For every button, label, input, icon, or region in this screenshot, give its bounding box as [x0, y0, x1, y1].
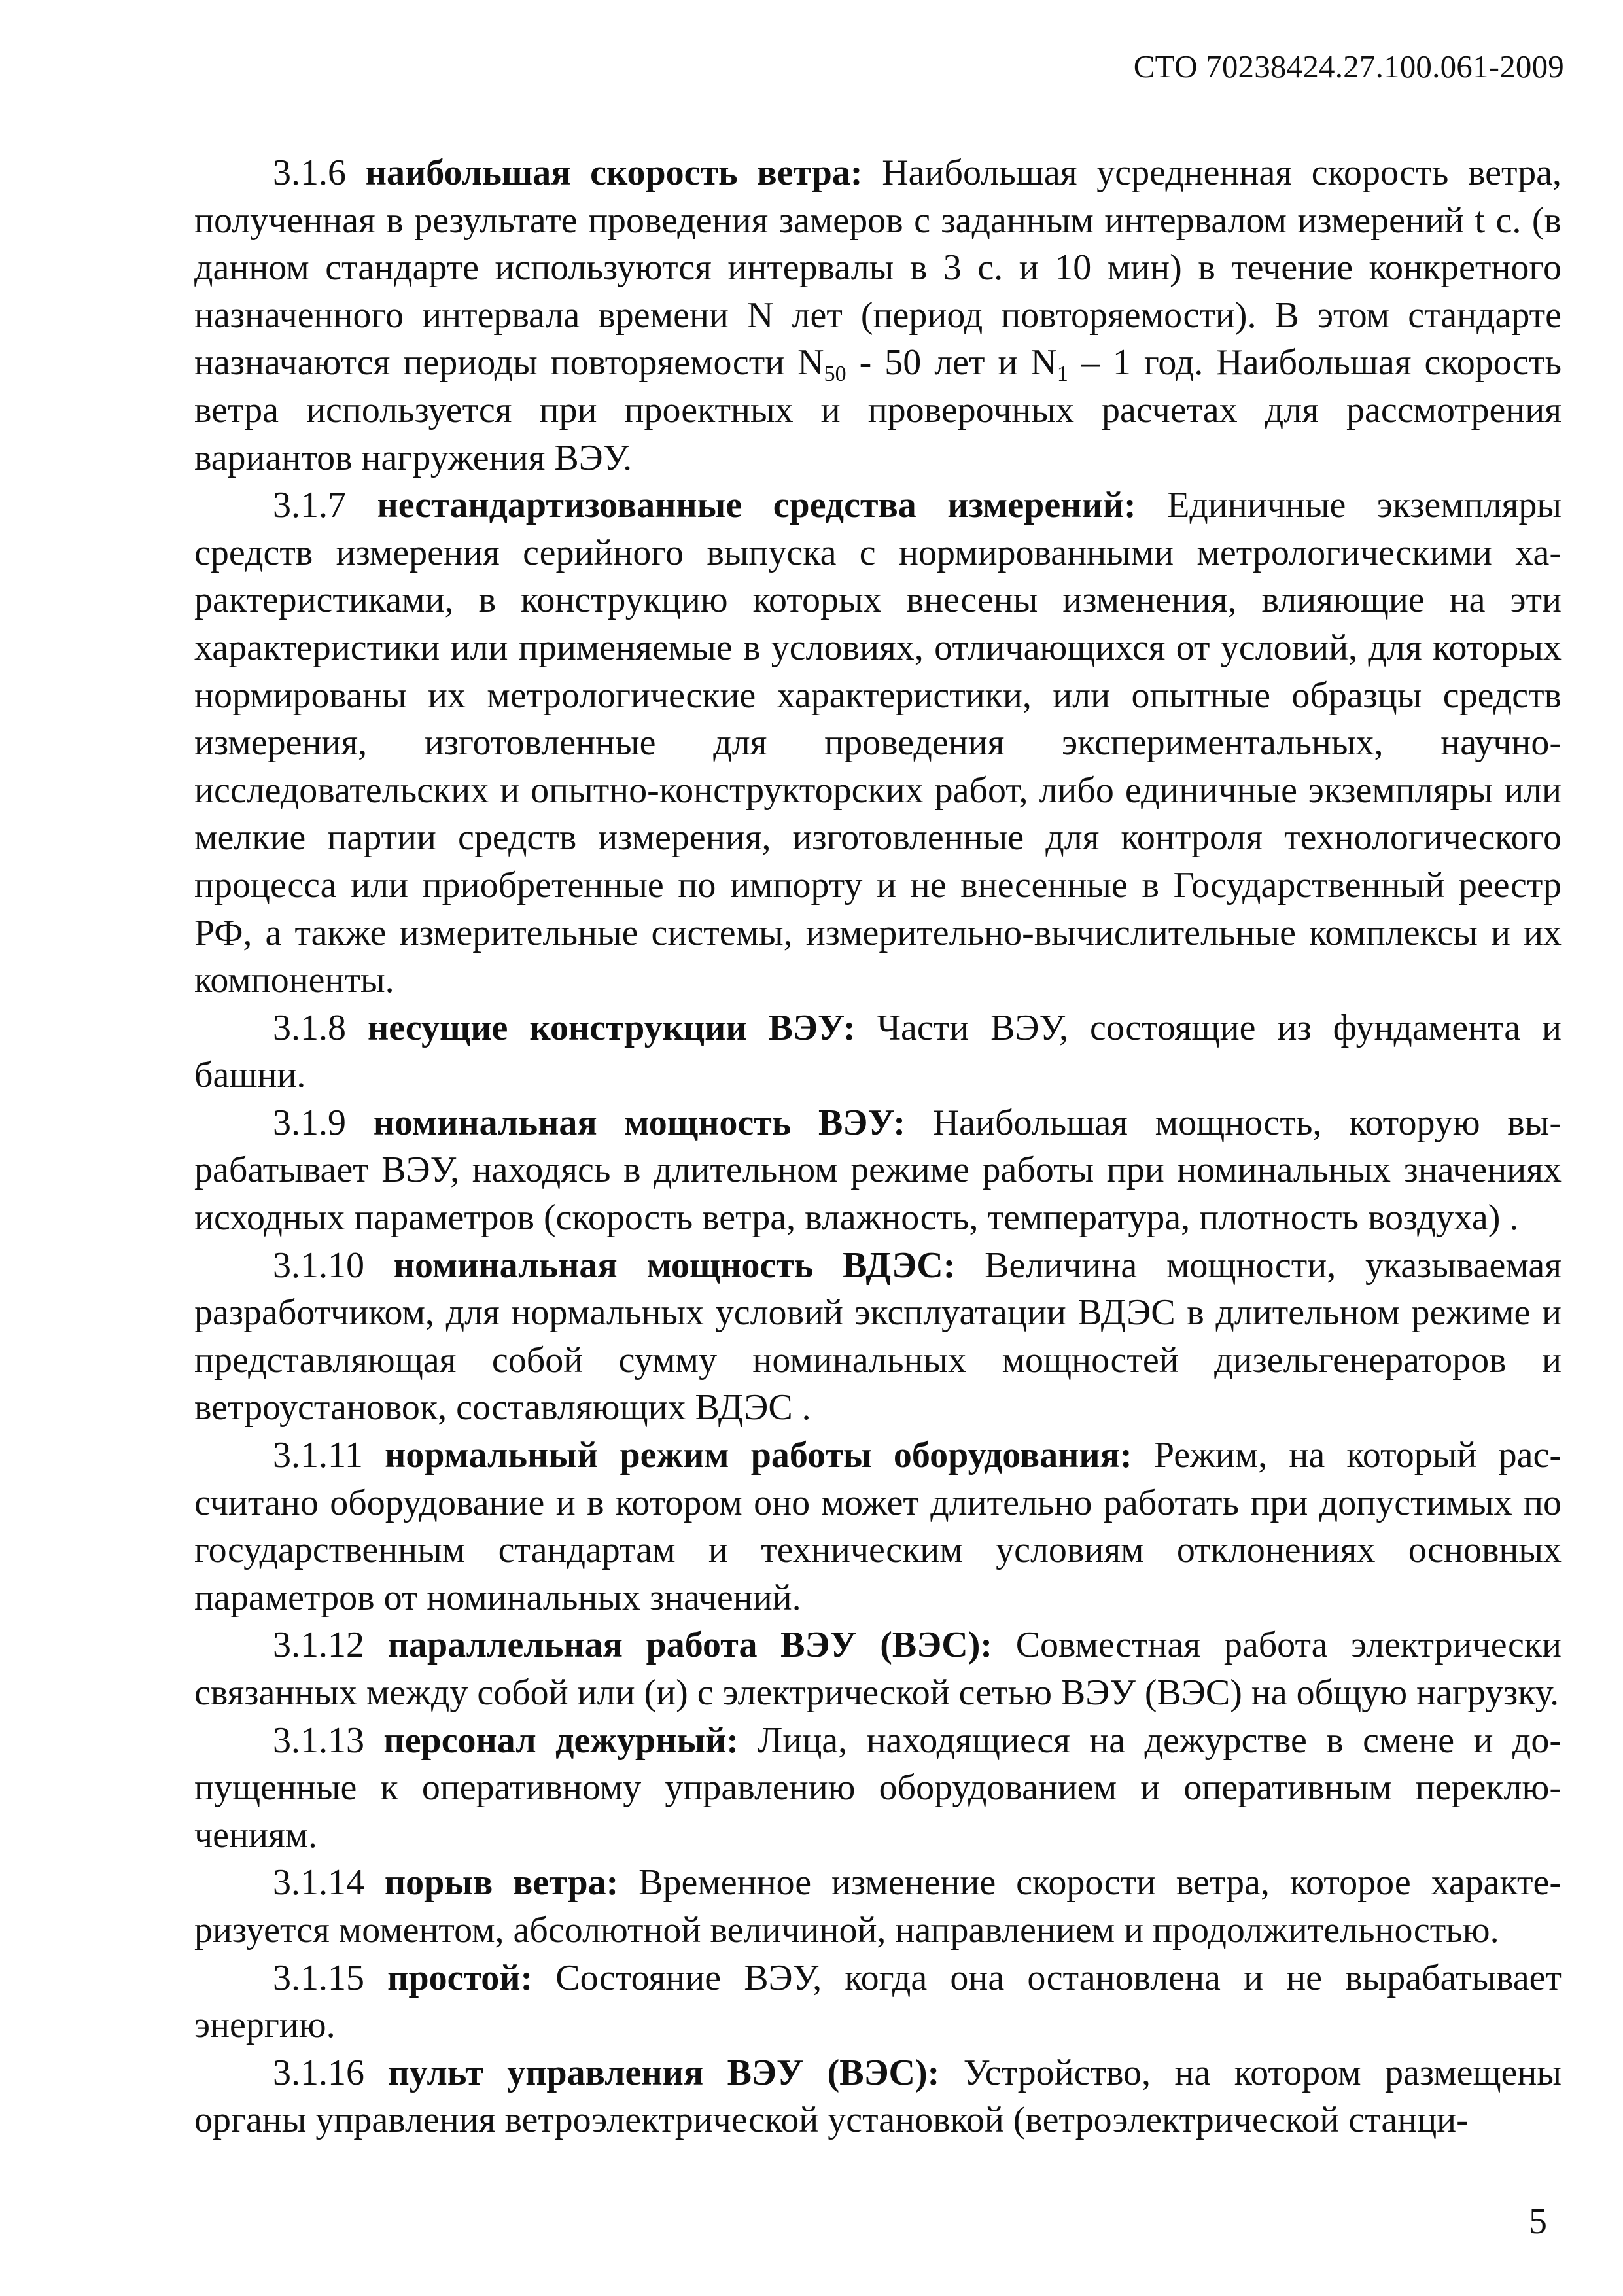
defined-term: нестандартизованные средства измерений:: [377, 485, 1136, 526]
definition-text: Лица, находящиеся на дежурстве в смене и допущенные к оперативному управлению оборудованием и оперативным переключениям.: [194, 1720, 1562, 1856]
defined-term: несущие конструкции ВЭУ:: [368, 1007, 856, 1048]
definition-text: Временное изменение скорости ветра, которое характеризуется моментом, абсолютной величиной, направлением и продолжительностью.: [194, 1862, 1562, 1951]
defined-term: наибольшая скорость ветра:: [365, 152, 863, 193]
definition-3-1-14: [194, 1859, 1562, 1954]
document-code-header: СТО 70238424.27.100.061-2009: [1133, 48, 1564, 84]
defined-term: параллельная работа ВЭУ (ВЭС):: [387, 1625, 992, 1666]
defined-term: персонал дежурный:: [383, 1720, 739, 1761]
defined-term: номинальная мощность ВДЭС:: [393, 1245, 956, 1286]
definition-3-1-6: [194, 149, 1562, 482]
defined-term: пульт управления ВЭУ (ВЭС):: [388, 2052, 940, 2093]
subscript: 50: [824, 362, 846, 387]
clause-number: 3.1.10: [273, 1245, 364, 1286]
defined-term: простой:: [387, 1957, 533, 1998]
definition-text: - 50 лет и N: [846, 342, 1057, 383]
definition-3-1-16: [194, 2049, 1562, 2144]
definition-text: Состояние ВЭУ, когда она остановлена и не вырабатывает энергию.: [194, 1957, 1562, 2046]
definition-3-1-8: [194, 1004, 1562, 1099]
definition-3-1-9: [194, 1099, 1562, 1242]
document-body: [194, 149, 1562, 2144]
clause-number: 3.1.14: [273, 1862, 364, 1903]
clause-number: 3.1.12: [273, 1625, 364, 1666]
definition-3-1-11: [194, 1432, 1562, 1621]
definition-3-1-7: [194, 482, 1562, 1004]
definition-text: Части ВЭУ, состоящие из фундамента и башни.: [194, 1007, 1562, 1096]
definition-3-1-15: [194, 1954, 1562, 2049]
clause-number: 3.1.7: [273, 485, 346, 526]
clause-number: 3.1.11: [273, 1435, 363, 1476]
clause-number: 3.1.15: [273, 1957, 364, 1998]
page-number: 5: [1529, 2201, 1547, 2242]
clause-number: 3.1.8: [273, 1007, 346, 1048]
definition-3-1-12: [194, 1621, 1562, 1716]
definition-text: Единичные экземпляры средств измерения серийного выпуска с нормированными метрологическими характеристиками, в конструкцию которых внесены изменения, влияющие на эти характеристики или применяемые в условиях, отличающихся от условий, для которых нормированы их метрологические характеристики, или опытные образцы средств измерения, изготовленные для проведения экспериментальных, научноисследовательских и опытно-конструкторских работ, либо единичные экземпляры или мелкие партии средств измерения, изготовленные для контроля технологического процесса или приобретенные по импорту и не внесенные в Государственный реестр РФ, а также измерительные системы, измерительно-вычислительные комплексы и их компоненты.: [194, 485, 1562, 1001]
clause-number: 3.1.9: [273, 1102, 346, 1143]
definition-text: Наибольшая усредненная скорость ветра, полученная в результате проведения замеров с заданным интервалом измерений t с. (в данном стандарте используются интервалы в 3 с. и 10 мин) в течение конкретного назначенного интервала времени N лет (период повторяемости). В этом стандарте назначаются периоды повторяемости N: [194, 152, 1562, 383]
defined-term: нормальный режим работы оборудования:: [385, 1435, 1132, 1476]
definition-3-1-13: [194, 1717, 1562, 1860]
definition-text: Величина мощности, указываемая разработчиком, для нормальных условий эксплуатации ВДЭС в длительном режиме и представляющая собой сумму номинальных мощностей дизельгенераторов и ветроустановок, составляющих ВДЭС .: [194, 1245, 1562, 1428]
clause-number: 3.1.16: [273, 2052, 364, 2093]
definition-text: Устройство, на котором размещены органы управления ветроэлектрической установкой (ветроэлектрической станци-: [194, 2052, 1562, 2141]
definition-text: – 1 год. Наибольшая скорость ветра используется при проектных и проверочных расчетах для рассмотрения вариантов нагружения ВЭУ.: [194, 342, 1562, 478]
defined-term: порыв ветра:: [384, 1862, 619, 1903]
subscript: 1: [1056, 362, 1068, 387]
clause-number: 3.1.6: [273, 152, 346, 193]
definition-text: Совместная работа электрически связанных между собой или (и) с электрической сетью ВЭУ (ВЭС) на общую нагрузку.: [194, 1625, 1562, 1713]
definition-text: Наибольшая мощность, которую вырабатывает ВЭУ, находясь в длительном режиме работы при номинальных значениях исходных параметров (скорость ветра, влажность, температура, плотность воздуха) .: [194, 1102, 1562, 1239]
definition-text: Режим, на который рассчитано оборудование и в котором оно может длительно работать при допустимых по государственным стандартам и техническим условиям отклонениях основных параметров от номинальных значений.: [194, 1435, 1562, 1618]
defined-term: номинальная мощность ВЭУ:: [373, 1102, 905, 1143]
definition-3-1-10: [194, 1242, 1562, 1432]
clause-number: 3.1.13: [273, 1720, 364, 1761]
